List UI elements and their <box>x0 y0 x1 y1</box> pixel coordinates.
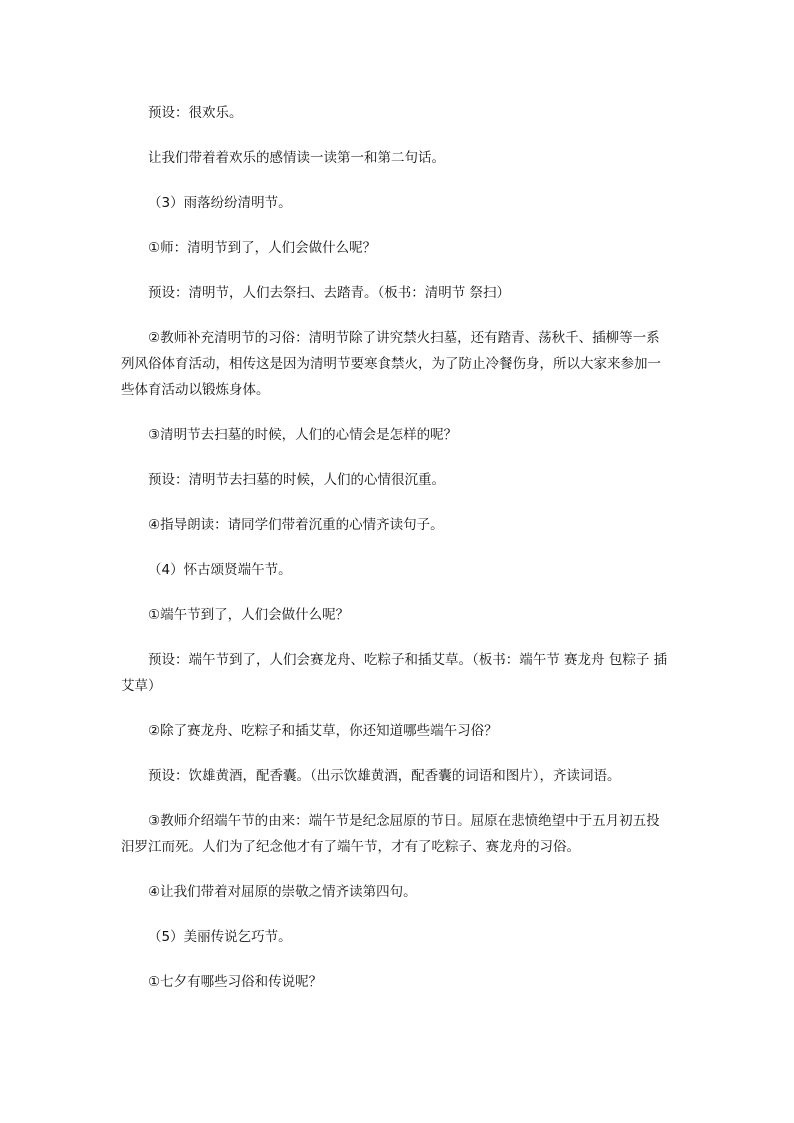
section-heading-qingming: （3）雨落纷纷清明节。 <box>148 195 292 211</box>
paragraph-duanwu-preset: 预设：端午节到了，人们会赛龙舟、吃粽子和插艾草。（板书：端午节 赛龙舟 包粽子 插艾草） <box>121 652 668 694</box>
paragraph-qingming-mood-question: ③清明节去扫墓的时候，人们的心情会是怎样的呢？ <box>148 427 458 443</box>
paragraph-qingming-question: ①师：清明节到了，人们会做什么呢？ <box>148 240 377 256</box>
paragraph-duanwu-reading: ④让我们带着对屈原的崇敬之情齐读第四句。 <box>148 884 417 900</box>
paragraph-duanwu-customs-question: ②除了赛龙舟、吃粽子和插艾草，你还知道哪些端午习俗？ <box>148 723 498 739</box>
document-body <box>121 100 673 1014</box>
section-heading-qixi: （5）美丽传说乞巧节。 <box>148 929 292 945</box>
section-heading-duanwu: （4）怀古颂贤端午节。 <box>148 562 292 578</box>
paragraph-qingming-reading: ④指导朗读：请同学们带着沉重的心情齐读句子。 <box>148 517 444 533</box>
paragraph-preset-happy: 预设：很欢乐。 <box>148 105 243 121</box>
paragraph-qixi-question: ①七夕有哪些习俗和传说呢？ <box>148 974 323 990</box>
paragraph-read-first-second: 让我们带着着欢乐的感情读一读第一和第二句话。 <box>148 150 445 166</box>
paragraph-qingming-customs: ②教师补充清明节的习俗：清明节除了讲究禁火扫墓，还有踏青、荡秋千、插柳等一系列风俗体育活动，相传这是因为清明节要寒食禁火，为了防止冷餐伤身，所以大家来参加一些体育活动以锻炼身体。 <box>121 330 661 398</box>
paragraph-duanwu-origin: ③教师介绍端午节的由来：端午节是纪念屈原的节日。屈原在悲愤绝望中于五月初五投汨罗江而死。人们为了纪念他才有了端午节，才有了吃粽子、赛龙舟的习俗。 <box>121 813 660 855</box>
paragraph-qingming-mood-preset: 预设：清明节去扫墓的时候，人们的心情很沉重。 <box>148 472 445 488</box>
paragraph-duanwu-customs-preset: 预设：饮雄黄酒，配香囊。（出示饮雄黄酒，配香囊的词语和图片），齐读词语。 <box>148 768 621 784</box>
paragraph-duanwu-question: ①端午节到了，人们会做什么呢？ <box>148 607 350 623</box>
paragraph-qingming-preset: 预设：清明节，人们去祭扫、去踏青。（板书：清明节 祭扫） <box>148 285 511 301</box>
